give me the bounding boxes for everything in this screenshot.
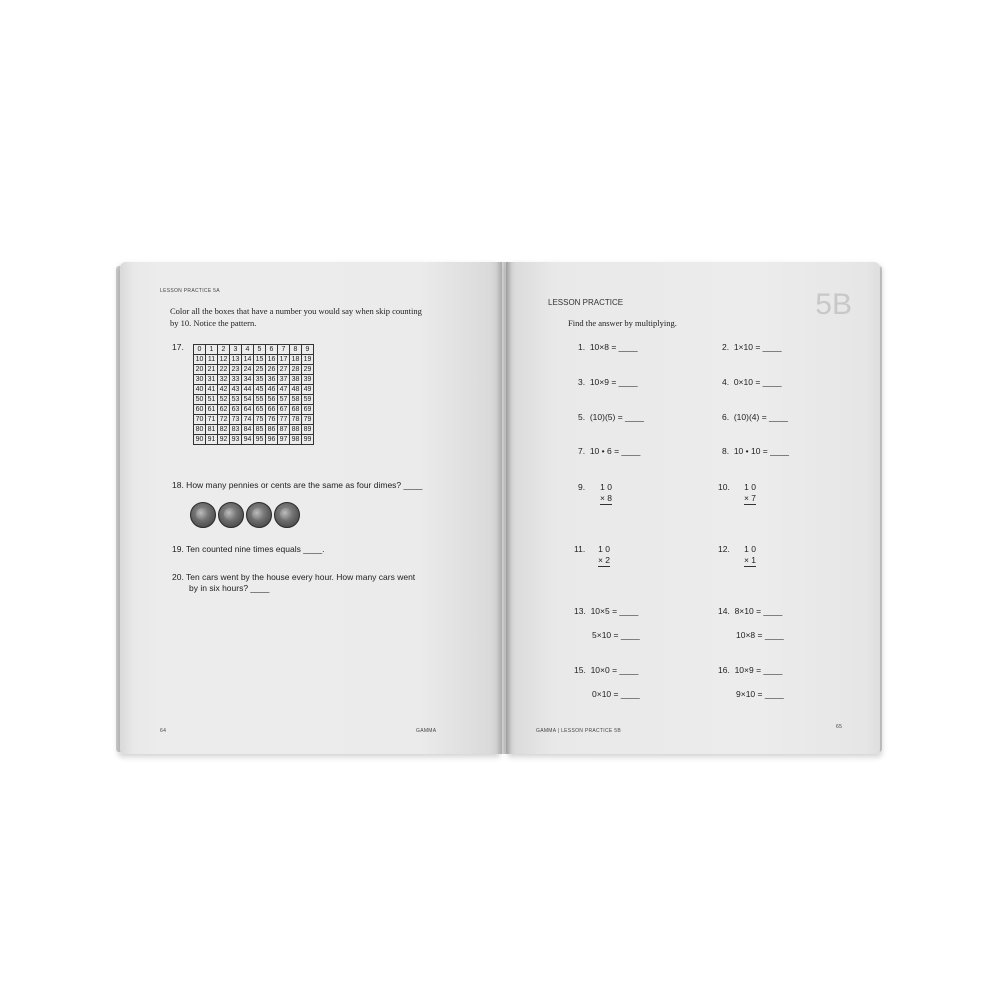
grid-cell: 43 <box>230 385 242 395</box>
grid-cell: 11 <box>206 355 218 365</box>
left-page-number: 64 <box>160 728 167 734</box>
grid-cell: 30 <box>194 375 206 385</box>
grid-row <box>194 405 314 415</box>
grid-cell: 52 <box>218 395 230 405</box>
grid-cell: 33 <box>230 375 242 385</box>
grid-cell: 1 <box>206 345 218 355</box>
book-spine <box>496 262 512 754</box>
grid-cell: 36 <box>266 375 278 385</box>
grid-cell: 57 <box>278 395 290 405</box>
grid-cell: 46 <box>266 385 278 395</box>
grid-cell: 40 <box>194 385 206 395</box>
problem-15-line-2: 0×10 = ____ <box>592 689 640 699</box>
problem-16-line-2: 9×10 = ____ <box>736 689 784 699</box>
grid-cell: 17 <box>278 355 290 365</box>
grid-cell: 42 <box>218 385 230 395</box>
grid-cell: 65 <box>254 405 266 415</box>
grid-cell: 44 <box>242 385 254 395</box>
question-18: 18. How many pennies or cents are the same as four dimes? ____ <box>172 480 423 490</box>
grid-cell: 8 <box>290 345 302 355</box>
grid-cell: 4 <box>242 345 254 355</box>
grid-cell: 64 <box>242 405 254 415</box>
grid-cell: 22 <box>218 365 230 375</box>
dime-coin <box>190 502 216 528</box>
grid-cell: 82 <box>218 425 230 435</box>
grid-cell: 93 <box>230 435 242 445</box>
grid-cell: 77 <box>278 415 290 425</box>
problem-8: 8. 10 • 10 = ____ <box>722 446 790 456</box>
grid-cell: 19 <box>302 355 314 365</box>
grid-cell: 98 <box>290 435 302 445</box>
grid-cell: 35 <box>254 375 266 385</box>
grid-cell: 94 <box>242 435 254 445</box>
problem-12: 1 0 × 1 <box>743 544 756 565</box>
grid-cell: 2 <box>218 345 230 355</box>
grid-cell: 76 <box>266 415 278 425</box>
grid-cell: 87 <box>278 425 290 435</box>
grid-cell: 79 <box>302 415 314 425</box>
grid-cell: 70 <box>194 415 206 425</box>
grid-cell: 41 <box>206 385 218 395</box>
grid-cell: 67 <box>278 405 290 415</box>
grid-cell: 56 <box>266 395 278 405</box>
grid-cell: 15 <box>254 355 266 365</box>
grid-cell: 24 <box>242 365 254 375</box>
grid-cell: 71 <box>206 415 218 425</box>
grid-cell: 88 <box>290 425 302 435</box>
question-17-label: 17. <box>172 342 184 352</box>
right-page-number: 65 <box>836 724 843 730</box>
problem-2: 2. 1×10 = ____ <box>722 342 782 352</box>
problem-11-label: 11. <box>574 544 586 554</box>
grid-row <box>194 365 314 375</box>
problem-12-label: 12. <box>718 544 730 554</box>
right-page-footer: GAMMA | LESSON PRACTICE 5B <box>536 728 621 734</box>
open-workbook <box>120 262 880 762</box>
grid-cell: 60 <box>194 405 206 415</box>
grid-cell: 59 <box>302 395 314 405</box>
grid-cell: 50 <box>194 395 206 405</box>
grid-cell: 62 <box>218 405 230 415</box>
grid-cell: 3 <box>230 345 242 355</box>
grid-cell: 38 <box>290 375 302 385</box>
grid-cell: 78 <box>290 415 302 425</box>
grid-cell: 84 <box>242 425 254 435</box>
grid-row <box>194 425 314 435</box>
grid-cell: 18 <box>290 355 302 365</box>
grid-cell: 20 <box>194 365 206 375</box>
grid-cell: 23 <box>230 365 242 375</box>
grid-row <box>194 355 314 365</box>
grid-cell: 73 <box>230 415 242 425</box>
grid-cell: 85 <box>254 425 266 435</box>
grid-cell: 32 <box>218 375 230 385</box>
problem-7: 7. 10 • 6 = ____ <box>578 446 641 456</box>
grid-cell: 31 <box>206 375 218 385</box>
grid-cell: 21 <box>206 365 218 375</box>
grid-cell: 92 <box>218 435 230 445</box>
dime-coin <box>246 502 272 528</box>
grid-cell: 53 <box>230 395 242 405</box>
dimes-row <box>190 502 300 528</box>
grid-cell: 99 <box>302 435 314 445</box>
problem-9-label: 9. <box>578 482 586 492</box>
instruction-line-2: by 10. Notice the pattern. <box>170 318 257 328</box>
grid-cell: 16 <box>266 355 278 365</box>
right-page <box>506 262 880 754</box>
grid-cell: 81 <box>206 425 218 435</box>
grid-cell: 7 <box>278 345 290 355</box>
question-19: 19. Ten counted nine times equals ____. <box>172 544 325 554</box>
problem-13: 13. 10×5 = ____ <box>574 606 639 616</box>
grid-cell: 0 <box>194 345 206 355</box>
grid-cell: 27 <box>278 365 290 375</box>
grid-cell: 63 <box>230 405 242 415</box>
problem-1: 1. 10×8 = ____ <box>578 342 638 352</box>
grid-cell: 47 <box>278 385 290 395</box>
grid-cell: 74 <box>242 415 254 425</box>
grid-cell: 86 <box>266 425 278 435</box>
grid-cell: 89 <box>302 425 314 435</box>
problem-6: 6. (10)(4) = ____ <box>722 412 788 422</box>
problem-10: 1 0 × 7 <box>743 482 756 503</box>
grid-cell: 83 <box>230 425 242 435</box>
grid-cell: 54 <box>242 395 254 405</box>
problem-9: 1 0 × 8 <box>599 482 612 503</box>
grid-row <box>194 435 314 445</box>
grid-cell: 95 <box>254 435 266 445</box>
left-page <box>120 262 502 754</box>
grid-cell: 61 <box>206 405 218 415</box>
grid-cell: 37 <box>278 375 290 385</box>
grid-cell: 6 <box>266 345 278 355</box>
grid-cell: 49 <box>302 385 314 395</box>
grid-cell: 72 <box>218 415 230 425</box>
grid-cell: 51 <box>206 395 218 405</box>
question-20-line-2: by in six hours? ____ <box>189 583 270 593</box>
grid-cell: 96 <box>266 435 278 445</box>
lesson-badge: 5B <box>815 288 852 321</box>
hundreds-grid <box>193 344 314 445</box>
problem-3: 3. 10×9 = ____ <box>578 377 638 387</box>
grid-cell: 55 <box>254 395 266 405</box>
grid-row <box>194 415 314 425</box>
problem-5: 5. (10)(5) = ____ <box>578 412 644 422</box>
left-page-header: LESSON PRACTICE 5A <box>160 288 220 294</box>
grid-cell: 66 <box>266 405 278 415</box>
problem-11: 1 0 × 2 <box>597 544 610 565</box>
grid-cell: 68 <box>290 405 302 415</box>
problem-4: 4. 0×10 = ____ <box>722 377 782 387</box>
grid-cell: 28 <box>290 365 302 375</box>
grid-cell: 10 <box>194 355 206 365</box>
grid-row <box>194 395 314 405</box>
problem-10-label: 10. <box>718 482 730 492</box>
grid-cell: 39 <box>302 375 314 385</box>
problem-15: 15. 10×0 = ____ <box>574 665 639 675</box>
grid-cell: 26 <box>266 365 278 375</box>
grid-cell: 58 <box>290 395 302 405</box>
grid-row <box>194 345 314 355</box>
grid-cell: 9 <box>302 345 314 355</box>
grid-cell: 91 <box>206 435 218 445</box>
grid-cell: 12 <box>218 355 230 365</box>
right-instruction: Find the answer by multiplying. <box>568 318 677 328</box>
grid-cell: 25 <box>254 365 266 375</box>
grid-cell: 75 <box>254 415 266 425</box>
grid-cell: 48 <box>290 385 302 395</box>
left-page-footer: GAMMA <box>416 728 437 734</box>
question-20-line-1: 20. Ten cars went by the house every hour. How many cars went <box>172 572 416 582</box>
right-page-header: LESSON PRACTICE <box>548 298 624 307</box>
instruction-line-1: Color all the boxes that have a number you would say when skip counting <box>170 306 422 316</box>
problem-13-line-2: 5×10 = ____ <box>592 630 640 640</box>
grid-cell: 97 <box>278 435 290 445</box>
grid-cell: 13 <box>230 355 242 365</box>
grid-cell: 14 <box>242 355 254 365</box>
dime-coin <box>274 502 300 528</box>
grid-cell: 45 <box>254 385 266 395</box>
grid-cell: 29 <box>302 365 314 375</box>
problem-14-line-2: 10×8 = ____ <box>736 630 784 640</box>
grid-cell: 5 <box>254 345 266 355</box>
problem-14: 14. 8×10 = ____ <box>718 606 783 616</box>
dime-coin <box>218 502 244 528</box>
grid-row <box>194 385 314 395</box>
grid-row <box>194 375 314 385</box>
grid-cell: 80 <box>194 425 206 435</box>
grid-cell: 34 <box>242 375 254 385</box>
problem-16: 16. 10×9 = ____ <box>718 665 783 675</box>
grid-cell: 90 <box>194 435 206 445</box>
grid-cell: 69 <box>302 405 314 415</box>
